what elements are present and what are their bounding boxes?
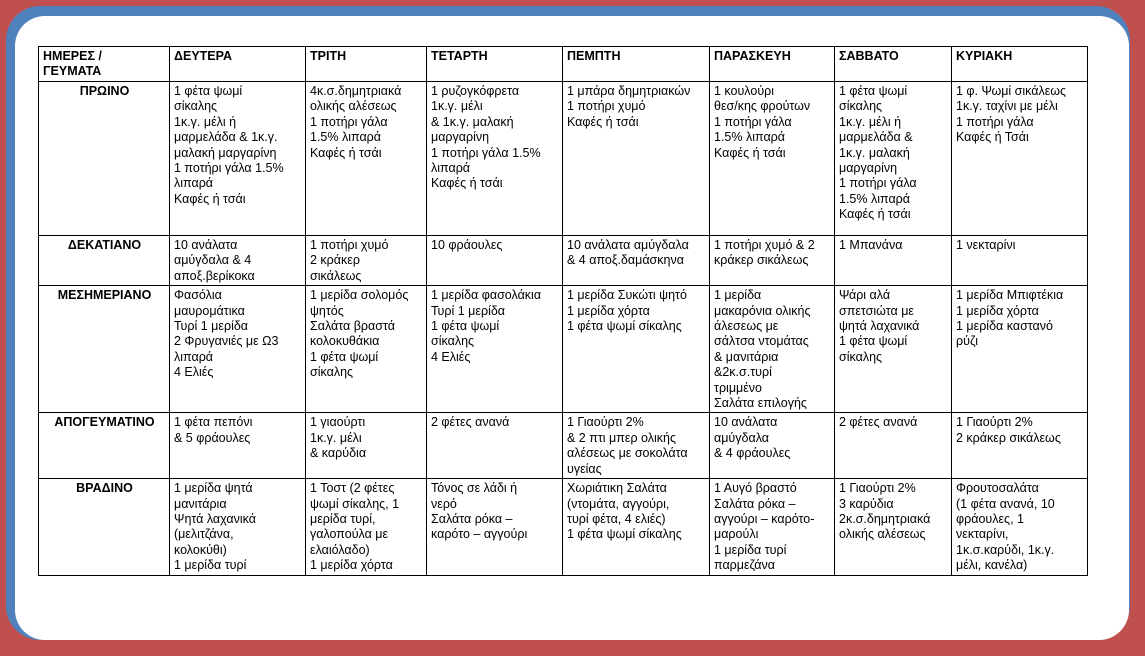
table-cell: Χωριάτικη Σαλάτα (ντομάτα, αγγούρι, τυρί φέτα, 4 ελιές) 1 φέτα ψωμί σίκαλης: [563, 479, 710, 575]
meal-label-lunch: ΜΕΣΗΜΕΡΙΑΝΟ: [39, 286, 170, 413]
day-header-thursday: ΠΕΜΠΤΗ: [563, 47, 710, 82]
day-header-friday: ΠΑΡΑΣΚΕΥΗ: [710, 47, 835, 82]
table-cell: 1 Γιαούρτι 2% 3 καρύδια 2κ.σ.δημητριακά ολικής αλέσεως: [835, 479, 952, 575]
table-cell: 1 φέτα πεπόνι & 5 φράουλες: [170, 413, 306, 479]
table-cell: 1 φ. Ψωμί σικάλεως 1κ.γ. ταχίνι με μέλι 1 ποτήρι γάλα Καφές ή Τσάι: [952, 82, 1088, 236]
day-header-monday: ΔΕΥΤΕΡΑ: [170, 47, 306, 82]
table-cell: Τόνος σε λάδι ή νερό Σαλάτα ρόκα – καρότο – αγγούρι: [427, 479, 563, 575]
table-cell: 1 μερίδα φασολάκια Τυρί 1 μερίδα 1 φέτα ψωμί σίκαλης 4 Ελιές: [427, 286, 563, 413]
table-cell: 1 μερίδα ψητά μανιτάρια Ψητά λαχανικά (μελιτζάνα, κολοκύθι) 1 μερίδα τυρί: [170, 479, 306, 575]
table-cell: 1 μερίδα μακαρόνια ολικής άλεσεως με σάλτσα ντομάτας & μανιτάρια &2κ.σ.τυρί τριμμένο Σαλάτα επιλογής: [710, 286, 835, 413]
meal-label-afternoon-snack: ΑΠΟΓΕΥΜΑΤΙΝΟ: [39, 413, 170, 479]
table-cell: 10 ανάλατα αμύγδαλα & 4 αποξ.δαμάσκηνα: [563, 236, 710, 286]
table-cell: 1 Τοστ (2 φέτες ψωμί σίκαλης, 1 μερίδα τυρί, γαλοπούλα με ελαιόλαδο) 1 μερίδα χόρτα: [306, 479, 427, 575]
table-row-breakfast: [39, 82, 1088, 236]
meal-plan-table: [38, 46, 1088, 576]
table-row-afternoon-snack: [39, 413, 1088, 479]
table-cell: 1 μερίδα σολομός ψητός Σαλάτα βραστά κολοκυθάκια 1 φέτα ψωμί σίκαλης: [306, 286, 427, 413]
corner-header: ΗΜΕΡΕΣ / ΓΕΥΜΑΤΑ: [39, 47, 170, 82]
table-cell: 1 ποτήρι χυμό & 2 κράκερ σικάλεως: [710, 236, 835, 286]
table-cell: Φασόλια μαυρομάτικα Τυρί 1 μερίδα 2 Φρυγανιές με Ω3 λιπαρά 4 Ελιές: [170, 286, 306, 413]
table-cell: 1 μερίδα Μπιφτέκια 1 μερίδα χόρτα 1 μερίδα καστανό ρύζι: [952, 286, 1088, 413]
meal-label-dinner: ΒΡΑΔΙΝΟ: [39, 479, 170, 575]
day-header-tuesday: ΤΡΙΤΗ: [306, 47, 427, 82]
table-cell: 1 ρυζογκόφρετα 1κ.γ. μέλι & 1κ.γ. μαλακή μαργαρίνη 1 ποτήρι γάλα 1.5% λιπαρά Καφές ή τσάι: [427, 82, 563, 236]
table-cell: 1 Μπανάνα: [835, 236, 952, 286]
meal-label-breakfast: ΠΡΩΙΝΟ: [39, 82, 170, 236]
day-header-wednesday: ΤΕΤΑΡΤΗ: [427, 47, 563, 82]
table-cell: 1 μπάρα δημητριακών 1 ποτήρι χυμό Καφές ή τσάι: [563, 82, 710, 236]
table-cell: 1 νεκταρίνι: [952, 236, 1088, 286]
table-cell: 2 φέτες ανανά: [835, 413, 952, 479]
table-cell: 1 Γιαούρτι 2% 2 κράκερ σικάλεως: [952, 413, 1088, 479]
table-cell: Ψάρι αλά σπετσιώτα με ψητά λαχανικά 1 φέτα ψωμί σίκαλης: [835, 286, 952, 413]
day-header-sunday: ΚΥΡΙΑΚΗ: [952, 47, 1088, 82]
header-row: [39, 47, 1088, 82]
table-cell: 1 Αυγό βραστό Σαλάτα ρόκα – αγγούρι – καρότο- μαρούλι 1 μερίδα τυρί παρμεζάνα: [710, 479, 835, 575]
table-cell: 10 ανάλατα αμύγδαλα & 4 φράουλες: [710, 413, 835, 479]
table-cell: Φρουτοσαλάτα (1 φέτα ανανά, 10 φράουλες, 1 νεκταρίνι, 1κ.σ.καρύδι, 1κ.γ. μέλι, κανέλα): [952, 479, 1088, 575]
table-cell: 10 ανάλατα αμύγδαλα & 4 αποξ.βερίκοκα: [170, 236, 306, 286]
table-cell: 1 γιαούρτι 1κ.γ. μέλι & καρύδια: [306, 413, 427, 479]
table-cell: 1 μερίδα Συκώτι ψητό 1 μερίδα χόρτα 1 φέτα ψωμί σίκαλης: [563, 286, 710, 413]
table-cell: 1 κουλούρι θεσ/κης φρούτων 1 ποτήρι γάλα 1.5% λιπαρά Καφές ή τσάι: [710, 82, 835, 236]
table-cell: 10 φράουλες: [427, 236, 563, 286]
table-row-morning-snack: [39, 236, 1088, 286]
table-cell: 1 Γιαούρτι 2% & 2 πτι μπερ ολικής αλέσεως με σοκολάτα υγείας: [563, 413, 710, 479]
table-row-dinner: [39, 479, 1088, 575]
table-cell: 1 ποτήρι χυμό 2 κράκερ σικάλεως: [306, 236, 427, 286]
table-cell: 1 φέτα ψωμί σίκαλης 1κ.γ. μέλι ή μαρμελάδα & 1κ.γ. μαλακή μαργαρίνη 1 ποτήρι γάλα 1.5% λιπαρά Καφές ή τσάι: [170, 82, 306, 236]
table-cell: 4κ.σ.δημητριακά ολικής αλέσεως 1 ποτήρι γάλα 1.5% λιπαρά Καφές ή τσάι: [306, 82, 427, 236]
meal-label-morning-snack: ΔΕΚΑΤΙΑΝΟ: [39, 236, 170, 286]
table-cell: 1 φέτα ψωμί σίκαλης 1κ.γ. μέλι ή μαρμελάδα & 1κ.γ. μαλακή μαργαρίνη 1 ποτήρι γάλα 1.5% λιπαρά Καφές ή τσάι: [835, 82, 952, 236]
day-header-saturday: ΣΑΒΒΑΤΟ: [835, 47, 952, 82]
table-row-lunch: [39, 286, 1088, 413]
table-cell: 2 φέτες ανανά: [427, 413, 563, 479]
